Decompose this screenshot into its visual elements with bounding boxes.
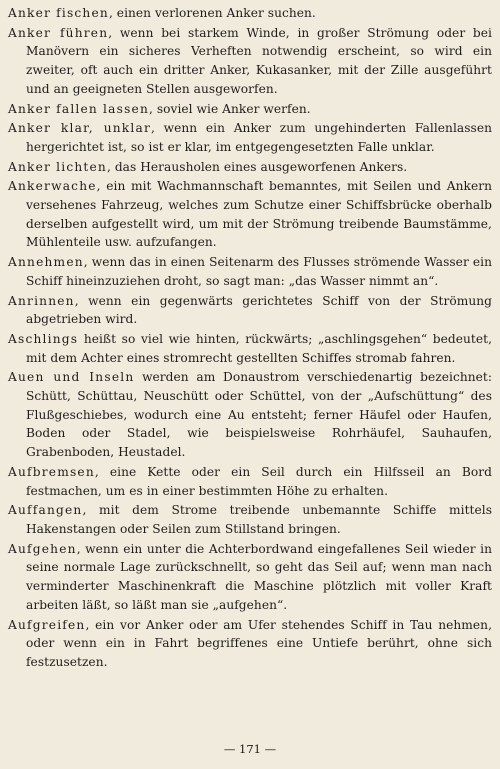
entry-term: Annehmen <box>8 255 84 270</box>
entry-auen-und-inseln <box>8 368 492 462</box>
entry-anker-klar-unklar <box>8 119 492 156</box>
entry-term: Anker klar, unklar <box>8 121 151 136</box>
entry-term: Auen und Inseln <box>8 370 135 385</box>
entry-term: Ankerwache <box>8 179 97 194</box>
entry-term: Anrinnen <box>8 293 75 308</box>
entry-definition: , einen verlorenen Anker suchen. <box>108 6 316 20</box>
entry-auffangen <box>8 501 492 538</box>
entry-definition: , eine Kette oder ein Seil durch ein Hilfsseil an Bord festmachen, um es in einer bestimmten Höhe zu erhalten. <box>26 464 492 498</box>
entry-anrinnen <box>8 292 492 329</box>
entry-anker-fallen-lassen <box>8 100 492 119</box>
entry-term: Aufgehen <box>8 541 77 556</box>
entry-definition: , das Herausholen eines ausgeworfenen Ankers. <box>106 159 408 174</box>
entry-definition: , wenn ein unter die Achterbordwand eingefallenes Seil wieder in seine normale Lage zurückschnellt, so geht das Seil auf; wenn man nach verminderter Maschinenkraft die Maschine plötzlich mit voller Kraft arbeiten läßt, so läßt man sie „aufgehen“. <box>26 541 492 612</box>
entry-ankerwache <box>8 177 492 252</box>
entry-definition: , soviel wie Anker werfen. <box>149 101 311 116</box>
entry-annehmen <box>8 253 492 290</box>
entry-aufgreifen <box>8 616 492 672</box>
entry-aufbremsen <box>8 463 492 500</box>
entry-anker-fuehren <box>8 24 492 99</box>
entry-definition: , mit dem Strome treibende unbemannte Schiffe mittels Hakenstangen oder Seilen zum Stillstand bringen. <box>26 503 492 536</box>
entry-anker-fischen <box>8 4 492 23</box>
entry-anker-lichten <box>8 158 492 177</box>
entry-term: Aufbremsen <box>8 464 95 479</box>
entry-term: Anker führen <box>8 25 109 40</box>
entry-definition: , ein mit Wachmannschaft bemanntes, mit Seilen und Ankern versehenes Fahrzeug, welches zum Schutze einer Schiffsbrücke oberhalb derselben aufgestellt wird, um mit der Strömung treibende Baumstämme, Mühlenteile usw. aufzufangen. <box>26 179 492 250</box>
page-number: — 171 — <box>223 742 277 756</box>
entry-definition: , wenn ein Anker zum ungehinderten Fallenlassen hergerichtet ist, so ist er klar, im entgegengesetzten Falle unklar. <box>26 121 492 154</box>
entry-definition: , wenn ein gegenwärts gerichtetes Schiff von der Strömung abgetrieben wird. <box>26 293 492 327</box>
entry-definition: werden am Donaustrom verschiedenartig bezeichnet: Schütt, Schüttau, Neuschütt oder Schüttel, von der „Aufschüttung“ des Flußgeschiebes, wodurch eine Au entsteht; ferner Häufel oder Haufen, Boden oder Stadel, wie beispielsweise Rohrhäufel, Sauhaufen, Grabenboden, Heustadel. <box>26 370 492 460</box>
entry-list <box>8 4 492 673</box>
entry-definition: , ein vor Anker oder am Ufer stehendes Schiff in Tau nehmen, oder wenn ein in Fahrt begriffenes eine Untiefe berührt, ohne sich festzusetzen. <box>26 617 492 669</box>
entry-definition: , wenn das in einen Seitenarm des Flusses strömende Wasser ein Schiff hineinzuziehen droht, so sagt man: „das Wasser nimmt an“. <box>26 255 492 288</box>
entry-aschlings <box>8 330 492 367</box>
entry-definition: , wenn bei starkem Winde, in großer Strömung oder bei Manövern ein sicheres Verheften notwendig erscheint, so wird ein zweiter, oft auch ein dritter Anker, Kukasanker, mit der Zille ausgeführt und an geeigneten Stellen ausgeworfen. <box>26 25 492 96</box>
entry-definition: heißt so viel wie hinten, rückwärts; „aschlingsgehen“ bedeutet, mit dem Achter eines stromrecht gestellten Schiffes stromab fahren. <box>26 331 492 365</box>
entry-term: Aufgreifen <box>8 617 86 632</box>
entry-term: Anker lichten <box>8 159 107 174</box>
entry-term: Anker fallen lassen <box>8 101 149 116</box>
entry-term: Auffangen <box>8 503 83 518</box>
entry-aufgehen <box>8 540 492 615</box>
entry-term: Aschlings <box>8 331 79 346</box>
entry-term: Anker fischen <box>8 6 109 20</box>
